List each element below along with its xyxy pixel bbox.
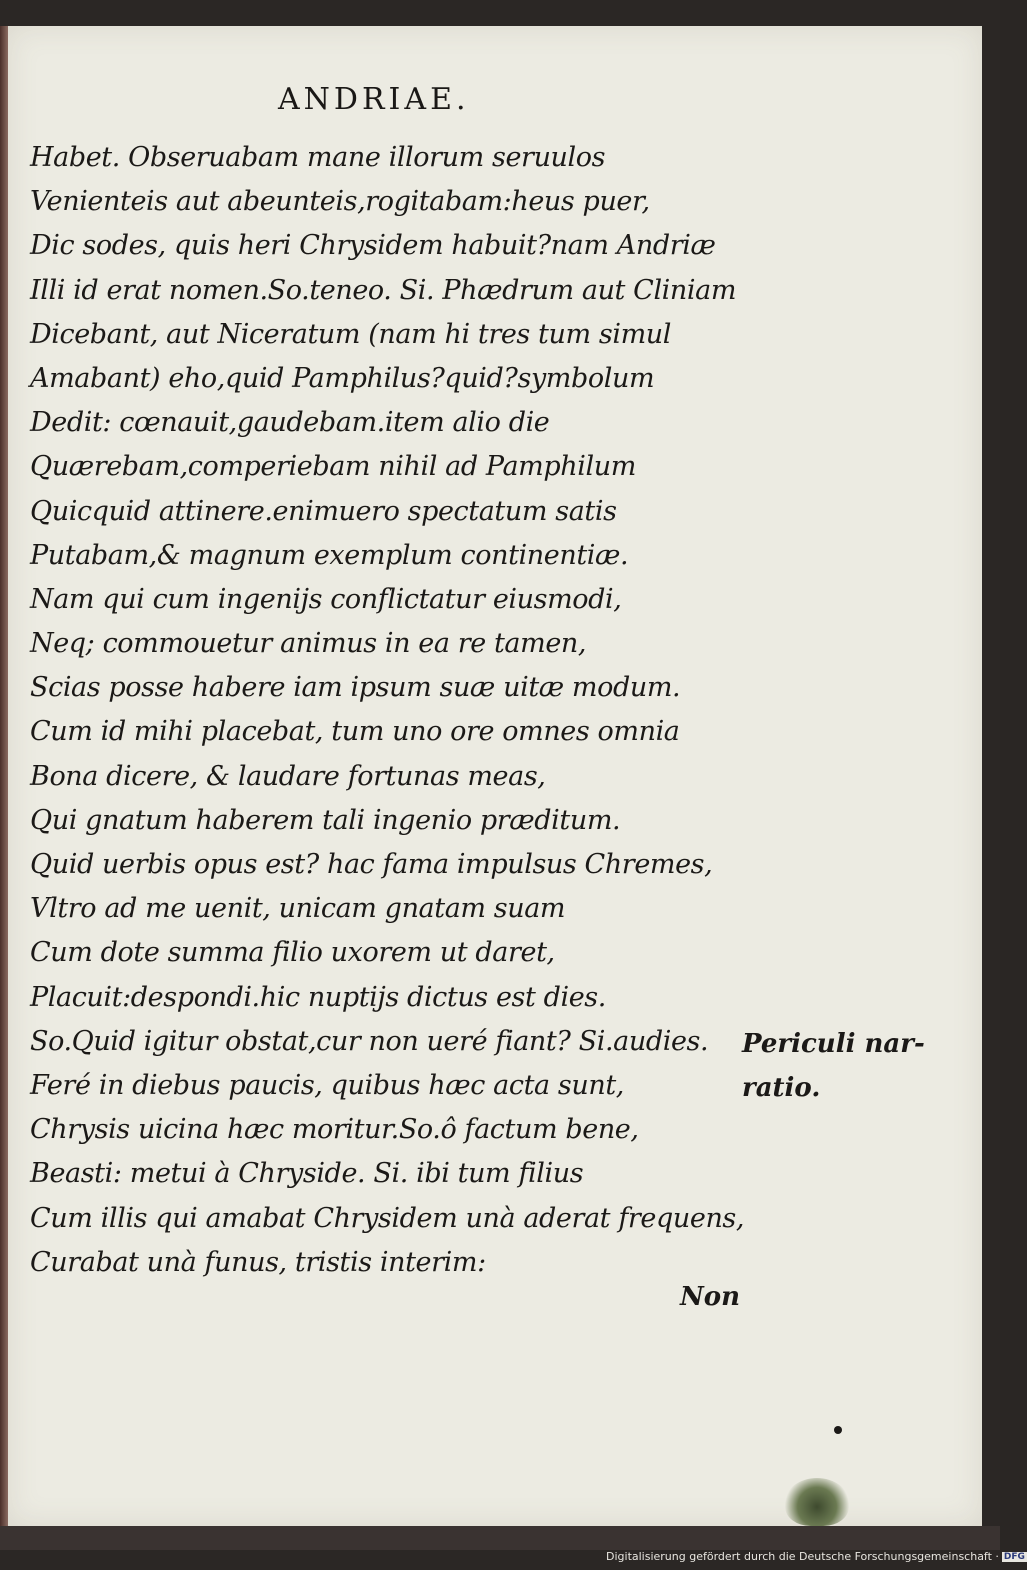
text-line: Cum id mihi placebat, tum uno ore omnes omnia <box>30 716 680 748</box>
text-line: Nam qui cum ingenijs conflictatur eiusmodi, <box>30 583 622 615</box>
text-line: Dic sodes, quis heri Chrysidem habuit?nam Andriæ <box>30 230 716 262</box>
text-line: Quid uerbis opus est? hac fama impulsus Chremes, <box>30 849 713 880</box>
ink-spot <box>834 1426 842 1434</box>
text-line: Amabant) eho,quid Pamphilus?quid?symbolum <box>30 362 655 394</box>
text-line: Putabam,& magnum exemplum continentiæ. <box>30 539 629 571</box>
text-line: Scias posse habere iam ipsum suæ uitæ modum. <box>30 672 681 704</box>
text-line: Placuit:despondi.hic nuptijs dictus est dies. <box>30 981 606 1013</box>
text-line: Dedit: cœnauit,gaudebam.item alio die <box>30 407 550 439</box>
dfg-logo-icon: DFG <box>1003 1552 1025 1562</box>
binding-edge <box>0 26 8 1526</box>
marginal-note <box>742 1022 942 1110</box>
marginal-note-line: Periculi nar- <box>742 1029 925 1059</box>
text-line: Qui gnatum haberem tali ingenio præditum. <box>30 804 621 836</box>
page-stain <box>785 1478 849 1526</box>
marginal-note-line: ratio. <box>742 1073 821 1103</box>
text-block <box>30 136 750 1285</box>
text-line: Dicebant, aut Niceratum (nam hi tres tum simul <box>30 318 672 350</box>
text-line: Feré in diebus paucis, quibus hæc acta sunt, <box>30 1069 624 1101</box>
running-header: ANDRIAE. <box>278 82 470 117</box>
digitization-credit <box>606 1550 1027 1563</box>
text-line: Cum dote summa filio uxorem ut daret, <box>30 937 555 969</box>
text-line: Illi id erat nomen.So.teneo. Si. Phædrum aut Cliniam <box>30 274 737 306</box>
text-line: Vltro ad me uenit, unicam gnatam suam <box>30 893 566 925</box>
credit-text: Digitalisierung gefördert durch die Deutsche Forschungsgemeinschaft · <box>606 1550 999 1563</box>
text-line: Quærebam,comperiebam nihil ad Pamphilum <box>30 451 636 483</box>
text-line: Venienteis aut abeunteis,rogitabam:heus puer, <box>30 186 650 218</box>
scan-border <box>0 1526 1000 1550</box>
text-line: Beasti: metui à Chryside. Si. ibi tum filius <box>30 1158 584 1190</box>
text-line: Bona dicere, & laudare fortunas meas, <box>30 760 546 792</box>
text-line: Habet. Obseruabam mane illorum seruulos <box>30 142 606 173</box>
text-line: Cum illis qui amabat Chrysidem unà aderat frequens, <box>30 1202 745 1234</box>
text-line: Chrysis uicina hæc moritur.So.ô factum bene, <box>30 1114 639 1146</box>
catchword: Non <box>680 1282 741 1312</box>
text-line: Quicquid attinere.enimuero spectatum satis <box>30 495 617 527</box>
text-line: Neq; commouetur animus in ea re tamen, <box>30 628 587 660</box>
text-line: So.Quid igitur obstat,cur non ueré fiant? Si.audies. <box>30 1025 709 1057</box>
text-line: Curabat unà funus, tristis interim: <box>30 1246 486 1278</box>
